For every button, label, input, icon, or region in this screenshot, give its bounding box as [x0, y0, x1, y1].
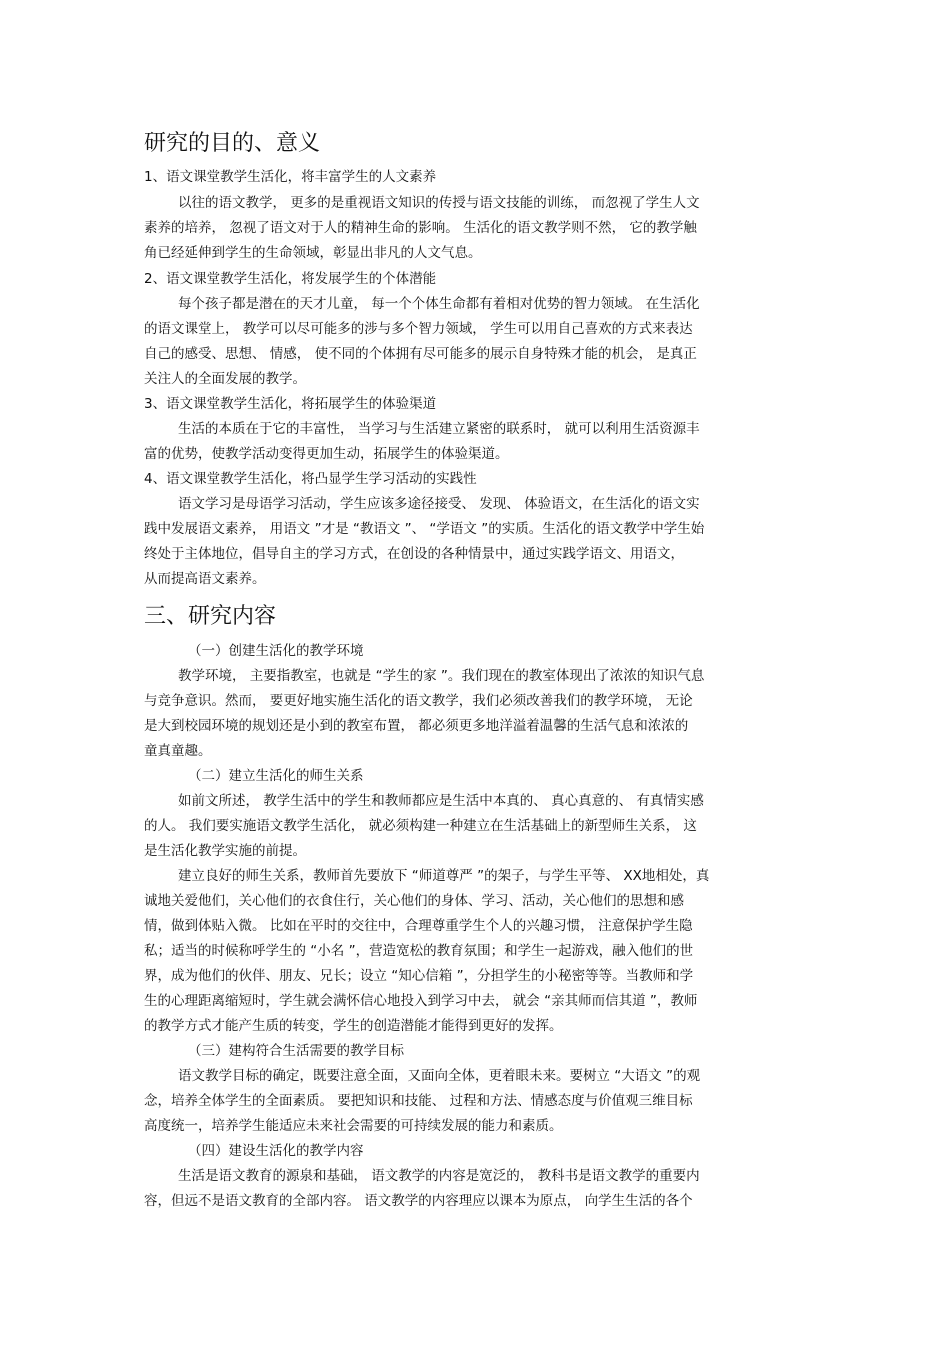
- paragraph-line: 关注人的全面发展的教学。: [144, 371, 306, 387]
- goal-heading-1: 1、语文课堂教学生活化，将丰富学生的人文素养: [144, 169, 437, 185]
- section-heading-goals: 研究的目的、意义: [144, 131, 321, 156]
- goal-heading-4: 4、语文课堂教学生活化，将凸显学生学习活动的实践性: [144, 471, 477, 487]
- paragraph-line: 是生活化教学实施的前提。: [144, 843, 306, 859]
- paragraph-line: 建立良好的师生关系，教师首先要放下 “师道尊严 ”的架子，与学生平等、 XX地相处，真: [178, 868, 710, 884]
- paragraph-line: 的教学方式才能产生质的转变，学生的创造潜能才能得到更好的发挥。: [144, 1018, 563, 1034]
- paragraph-line: 素养的培养， 忽视了语文对于人的精神生命的影响。 生活化的语文教学则不然， 它的教学触: [144, 220, 697, 236]
- paragraph-line: 富的优势，使教学活动变得更加生动，拓展学生的体验渠道。: [144, 446, 509, 462]
- subsection-heading-4: （四）建设生活化的教学内容: [188, 1143, 364, 1159]
- section-heading-content: 三、研究内容: [144, 604, 277, 629]
- subsection-heading-1: （一）创建生活化的教学环境: [188, 643, 364, 659]
- subsection-heading-2: （二）建立生活化的师生关系: [188, 768, 364, 784]
- paragraph-line: 的人。 我们要实施语文教学生活化， 就必须构建一种建立在生活基础上的新型师生关系， 这: [144, 818, 697, 834]
- paragraph-line: 自己的感受、思想、 情感， 使不同的个体拥有尽可能多的展示自身特殊才能的机会， 是真正: [144, 346, 697, 362]
- paragraph-line: 高度统一，培养学生能适应未来社会需要的可持续发展的能力和素质。: [144, 1118, 563, 1134]
- paragraph-line: 如前文所述， 教学生活中的学生和教师都应是生活中本真的、 真心真意的、 有真情实感: [178, 793, 704, 809]
- paragraph-line: 每个孩子都是潜在的天才儿童， 每一个个体生命都有着相对优势的智力领域。 在生活化: [178, 296, 700, 312]
- paragraph-line: 念，培养全体学生的全面素质。 要把知识和技能、 过程和方法、情感态度与价值观三维目标: [144, 1093, 693, 1109]
- paragraph-line: 诚地关爱他们，关心他们的衣食住行，关心他们的身体、学习、活动，关心他们的思想和感: [144, 893, 684, 909]
- paragraph-line: 语文教学目标的确定，既要注意全面，又面向全体，更着眼未来。要树立 “大语文 ”的观: [178, 1068, 701, 1084]
- paragraph-line: 是大到校园环境的规划还是小到的教室布置， 都必须更多地洋溢着温馨的生活气息和浓浓的: [144, 718, 689, 734]
- goal-heading-2: 2、语文课堂教学生活化，将发展学生的个体潜能: [144, 271, 437, 287]
- paragraph-line: 生活是语文教育的源泉和基础， 语文教学的内容是宽泛的， 教科书是语文教学的重要内: [178, 1168, 700, 1184]
- paragraph-line: 容，但远不是语文教育的全部内容。 语文教学的内容理应以课本为原点， 向学生生活的各个: [144, 1193, 693, 1209]
- paragraph-line: 与竞争意识。然而， 要更好地实施生活化的语文教学，我们必须改善我们的教学环境， 无论: [144, 693, 693, 709]
- paragraph-line: 生活的本质在于它的丰富性， 当学习与生活建立紧密的联系时， 就可以利用生活资源丰: [178, 421, 700, 437]
- paragraph-line: 教学环境， 主要指教室，也就是 “学生的家 ”。我们现在的教室体现出了浓浓的知识气息: [178, 668, 705, 684]
- subsection-heading-3: （三）建构符合生活需要的教学目标: [188, 1043, 404, 1059]
- goal-heading-3: 3、语文课堂教学生活化，将拓展学生的体验渠道: [144, 396, 437, 412]
- paragraph-line: 童真童趣。: [144, 743, 212, 759]
- paragraph-line: 生的心理距离缩短时，学生就会满怀信心地投入到学习中去， 就会 “亲其师而信其道 ”，教师: [144, 993, 698, 1009]
- paragraph-line: 角已经延伸到学生的生命领域，彰显出非凡的人文气息。: [144, 245, 482, 261]
- paragraph-line: 语文学习是母语学习活动，学生应该多途径接受、 发现、 体验语文，在生活化的语文实: [178, 496, 700, 512]
- paragraph-line: 情，做到体贴入微。 比如在平时的交往中，合理尊重学生个人的兴趣习惯， 注意保护学生隐: [144, 918, 693, 934]
- paragraph-line: 界，成为他们的伙伴、朋友、兄长；设立 “知心信箱 ”，分担学生的小秘密等等。当教师和学: [144, 968, 694, 984]
- paragraph-line: 终处于主体地位，倡导自主的学习方式，在创设的各种情景中，通过实践学语文、用语文，: [144, 546, 684, 562]
- paragraph-line: 从而提高语文素养。: [144, 571, 266, 587]
- paragraph-line: 的语文课堂上， 教学可以尽可能多的涉与多个智力领域， 学生可以用自己喜欢的方式来表达: [144, 321, 693, 337]
- paragraph-line: 践中发展语文素养， 用语文 ”才是 “教语文 ”、 “学语文 ”的实质。生活化的语文教学中学生始: [144, 521, 705, 537]
- paragraph-line: 以往的语文教学， 更多的是重视语文知识的传授与语文技能的训练， 而忽视了学生人文: [178, 195, 700, 211]
- paragraph-line: 私；适当的时候称呼学生的 “小名 ”，营造宽松的教育氛围；和学生一起游戏，融入他们的世: [144, 943, 694, 959]
